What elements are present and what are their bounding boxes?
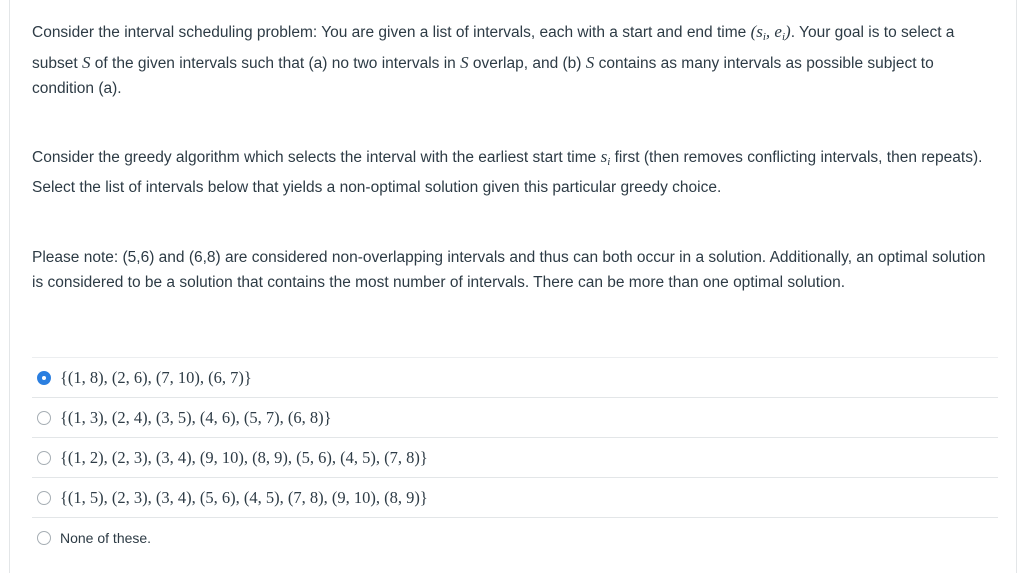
question-card <box>9 0 1017 573</box>
answer-option-label[interactable]: {(1, 3), (2, 4), (3, 5), (4, 6), (5, 7), (6, 8)} <box>60 407 332 427</box>
radio-icon[interactable] <box>37 491 51 505</box>
text-segment: overlap, and (b) <box>468 55 586 72</box>
answer-option-5[interactable] <box>32 517 998 557</box>
text-segment: first (then removes conflicting intervals, then repeats). Select the list of intervals below that yields a non-optimal solution given this particular greedy choice. <box>32 149 983 196</box>
start-time-notation <box>601 147 611 166</box>
radio-icon[interactable] <box>37 451 51 465</box>
note-paragraph: Please note: (5,6) and (6,8) are considered non-overlapping intervals and thus can both occur in a solution. Additionally, an optimal solution is considered to be a solution that contains the most number of intervals. There can be more than one optimal solution. <box>32 249 986 291</box>
answer-option-4[interactable] <box>32 477 998 517</box>
problem-statement <box>32 19 992 101</box>
math-sub: i <box>781 31 786 43</box>
math-s: s <box>600 147 608 166</box>
answer-option-1[interactable] <box>32 357 998 397</box>
math-S: S <box>585 53 595 72</box>
answer-option-label[interactable]: {(1, 2), (2, 3), (3, 4), (9, 10), (8, 9), (5, 6), (4, 5), (7, 8)} <box>60 447 428 467</box>
math-s: (s <box>750 22 763 41</box>
answer-option-label[interactable]: {(1, 8), (2, 6), (7, 10), (6, 7)} <box>60 367 252 387</box>
math-close: ) <box>785 22 791 41</box>
math-sub: i <box>762 31 766 43</box>
greedy-description <box>32 144 992 200</box>
radio-selected-icon[interactable] <box>37 371 51 385</box>
radio-icon[interactable] <box>37 531 51 545</box>
text-segment: contains as many intervals as possible subject to condition (a). <box>32 55 934 97</box>
answer-option-label[interactable]: None of these. <box>60 529 152 546</box>
math-e: , e <box>765 22 782 41</box>
text-segment: Consider the interval scheduling problem: You are given a list of intervals, each with a start and end time <box>32 24 751 41</box>
text-segment: of the given intervals such that (a) no two intervals in <box>90 55 461 72</box>
answer-options <box>32 357 998 557</box>
math-sub: i <box>607 156 611 168</box>
math-S: S <box>460 53 469 72</box>
text-segment: Consider the greedy algorithm which selects the interval with the earliest start time <box>32 149 601 166</box>
answer-option-3[interactable] <box>32 437 998 477</box>
math-S: S <box>81 53 91 72</box>
answer-option-2[interactable] <box>32 397 998 437</box>
text-segment: . Your goal is to select a subset <box>32 24 955 72</box>
radio-icon[interactable] <box>37 411 51 425</box>
interval-notation <box>751 22 791 41</box>
answer-option-label[interactable]: {(1, 5), (2, 3), (3, 4), (5, 6), (4, 5), (7, 8), (9, 10), (8, 9)} <box>60 487 428 507</box>
